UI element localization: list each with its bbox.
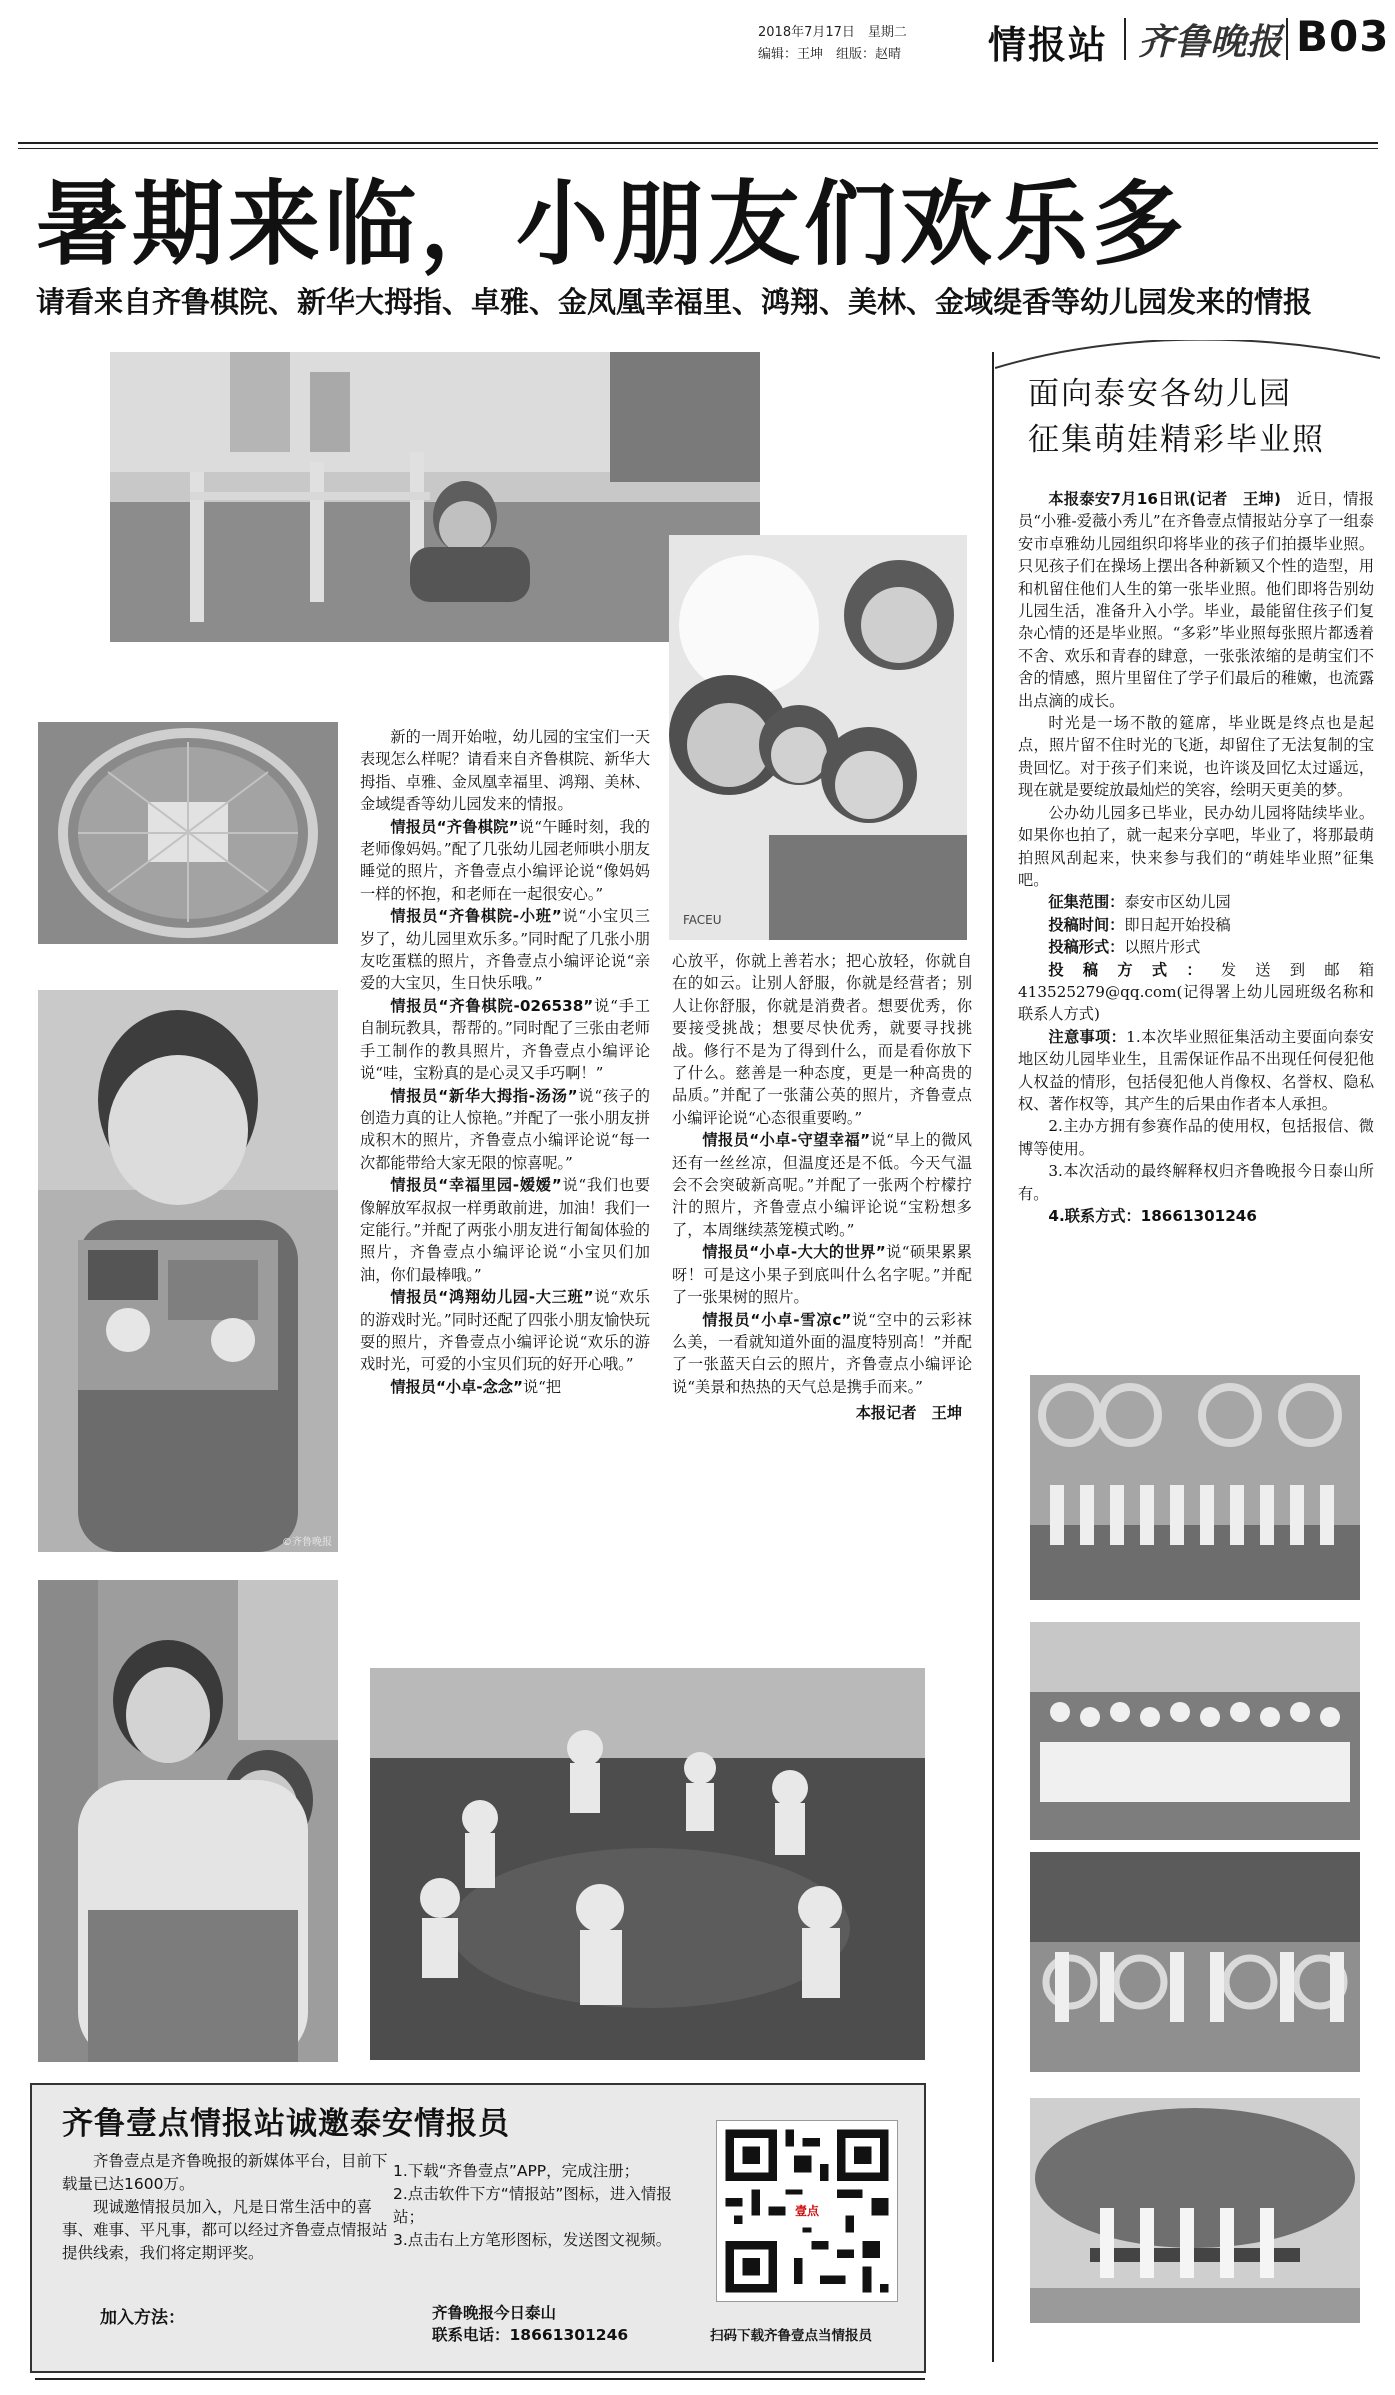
photo-teacher-with-child — [38, 1580, 338, 2062]
join-step: 1.下载“齐鲁壹点”APP，完成注册； — [393, 2162, 640, 2180]
header-divider — [1286, 18, 1288, 60]
join-steps — [393, 2160, 693, 2252]
article-paragraph: 情报员“齐鲁棋院-小班”说“小宝贝三岁了，幼儿园里欢乐多。”同时配了几张小朋友吃蛋糕的照片，齐鲁壹点小编评论说“亲爱的大宝贝，生日快乐哦。” — [360, 907, 650, 993]
header-rule — [18, 148, 1378, 149]
sidebar-paragraph: 本报泰安7月16日讯(记者 王坤) 近日，情报员“小雅-爱薇小秀儿”在齐鲁壹点情报站分享了一组泰安市卓雅幼儿园组织印将毕业的孩子们拍摄毕业照。只见孩子们在操场上摆出各种新颖又个性的造型，用和机留住他们人生的第一张毕业照。他们即将告别幼儿园生活，准备升入小学。毕业，最能留住孩子们复杂心情的还是毕业照。“多彩”毕业照每张照片都透着不舍、欢乐和青春的肆意，一张张浓缩的是萌宝们不舍的情感，照片里留住了学子们最后的稚嫩，也流露出点滴的成长。 — [1018, 490, 1374, 710]
join-step: 2.点击软件下方“情报站”图标，进入情报站； — [393, 2185, 672, 2226]
issue-date: 2018年7月17日 星期二 编辑：王坤 组版：赵晴 — [758, 25, 907, 62]
article-column-2 — [672, 950, 972, 1425]
photo-selfie-kids — [669, 535, 967, 940]
subheadline: 请看来自齐鲁棋院、新华大拇指、卓雅、金凤凰幸福里、鸿翔、美林、金域缇香等幼儿园发来的情报 — [36, 285, 1313, 319]
qr-caption: 扫码下载齐鲁壹点当情报员 — [710, 2328, 872, 2344]
article-paragraph: 情报员“鸿翔幼儿园-大三班”说“欢乐的游戏时光。”同时还配了四张小朋友愉快玩耍的照片，齐鲁壹点小编评论说“欢乐的游戏时光，可爱的小宝贝们玩的好开心哦。” — [360, 1288, 650, 1374]
qr-logo-icon: 壹点 — [787, 2199, 827, 2223]
article-paragraph: 情报员“小卓-念念”说“把 — [390, 1377, 562, 1396]
sidebar-decor-curve — [995, 340, 1380, 370]
headline: 暑期来临，小朋友们欢乐多 — [36, 171, 1189, 278]
article-paragraph: 情报员“齐鲁棋院”说“午睡时刻，我的老师像妈妈。”配了几张幼儿园老师哄小朋友睡觉的照片，齐鲁壹点小编评论说“像妈妈一样的怀抱，和老师在一起很安心。” — [360, 817, 650, 903]
sidebar-field: 投稿方式：发送到邮箱413525279@qq.com(记得署上幼儿园班级名称和联系人方式) — [1018, 960, 1375, 1024]
header-rule — [18, 142, 1378, 144]
sidebar-notes: 注意事项：1.本次毕业照征集活动主要面向泰安地区幼儿园毕业生，且需保证作品不出现任何侵犯他人权益的情形，包括侵犯他人肖像权、名誉权、隐私权、著作权等，其产生的后果由作者本人承担。 — [1018, 1027, 1374, 1113]
join-step: 3.点击右上方笔形图标，发送图文视频。 — [393, 2231, 672, 2249]
article-paragraph: 情报员“新华大拇指-汤汤”说“孩子的创造力真的让人惊艳。”并配了一张小朋友拼成积木的照片，齐鲁壹点小编评论说“每一次都能带给大家无限的惊喜呢。” — [360, 1086, 650, 1172]
article-paragraph: 情报员“小卓-守望幸福”说“早上的微风还有一丝丝凉，但温度还是不低。今天气温会不会突破新高呢。”并配了一张两个柠檬拧汁的照片，齐鲁壹点小编评论说“宝粉想多了，本周继续蒸笼模式哟。” — [672, 1131, 972, 1239]
sidebar-notes: 3.本次活动的最终解释权归齐鲁晚报今日泰山所有。 — [1018, 1162, 1374, 1203]
sidebar-paragraph: 时光是一场不散的筵席，毕业既是终点也是起点，照片留不住时光的飞逝，却留住了无法复制的宝贵回忆。对于孩子们来说，也许谈及回忆太过遥远，现在就是要绽放最灿烂的笑容，绘明天更美的梦。 — [1018, 714, 1374, 800]
bottom-rule — [35, 2378, 925, 2380]
sidebar-title: 面向泰安各幼儿园 — [1028, 376, 1292, 412]
qr-code[interactable] — [716, 2120, 898, 2302]
article-paragraph: 心放平，你就上善若水；把心放轻，你就自在的如云。让别人舒服，你就是经营者；别人让你舒服，你就是消费者。想要优秀，你要接受挑战；想要尽快优秀，就要寻找挑战。修行不是为了得到什么，而是看你放下了什么。慈善是一种态度，更是一种高贵的品质。”并配了一张蒲公英的照片，齐鲁壹点小编评论说“心态很重要哟。” — [672, 952, 972, 1127]
photo-watermark: FACEU — [683, 913, 722, 927]
sidebar-contact: 4.联系方式：18661301246 — [1048, 1207, 1257, 1225]
article-paragraph: 情报员“幸福里园-嫒嫒”说“我们也要像解放军叔叔一样勇敢前进，加油！我们一定能行。”并配了两张小朋友进行匍匐体验的照片，齐鲁壹点小编评论说“小宝贝们加油，你们最棒哦。” — [360, 1176, 650, 1284]
article-paragraph: 情报员“齐鲁棋院-026538”说“手工自制玩教具，帮帮的。”同时配了三张由老师手工制作的教具照片，齐鲁壹点小编评论说“哇，宝粉真的是心灵又手巧啊！” — [360, 996, 651, 1083]
recruitment-title: 齐鲁壹点情报站诚邀泰安情报员 — [62, 2106, 510, 2142]
sidebar-paragraph: 公办幼儿园多已毕业，民办幼儿园将陆续毕业。如果你也拍了，就一起来分享吧，毕业了，将那最萌拍照风刮起来，快来参与我们的“萌娃毕业照”征集吧。 — [1018, 803, 1374, 889]
article-column-1 — [360, 726, 650, 1398]
photo-handmade-toy — [38, 722, 338, 944]
photo-boy-with-blocks — [38, 990, 338, 1552]
sidebar-notes: 2.主办方拥有参赛作品的使用权，包括报信、微博等使用。 — [1018, 1117, 1374, 1158]
contact-info: 齐鲁晚报今日泰山 联系电话：18661301246 — [432, 2304, 629, 2344]
recruitment-intro: 齐鲁壹点是齐鲁晚报的新媒体平台，目前下载量已达1600万。 现诚邀情报员加入，凡是日常生活中的喜事、难事、平凡事，都可以经过齐鲁壹点情报站提供线索，我们将定期评奖。 — [62, 2152, 388, 2262]
article-paragraph: 情报员“小卓-大大的世界”说“硕果累累呀！可是这小果子到底叫什么名字呢。”并配了一张果树的照片。 — [672, 1243, 972, 1307]
page-number: B03 — [1296, 12, 1390, 61]
sidebar-field: 投稿形式：以照片形式 — [1048, 938, 1201, 957]
sidebar-article — [1018, 488, 1374, 1227]
section-name: 情报站 — [988, 23, 1109, 67]
article-byline: 本报记者 王坤 — [855, 1404, 962, 1423]
article-paragraph: 新的一周开始啦，幼儿园的宝宝们一天表现怎么样呢？请看来自齐鲁棋院、新华大拇指、卓雅、金凤凰幸福里、鸿翔、美林、金域缇香等幼儿园发来的情报。 — [360, 728, 650, 814]
header-divider — [1124, 18, 1126, 60]
sidebar-field: 投稿时间：即日起开始投稿 — [1048, 915, 1231, 934]
sidebar-field: 征集范围：泰安市区幼儿园 — [1048, 893, 1231, 912]
photo-circle-game — [370, 1668, 925, 2060]
article-paragraph: 情报员“小卓-雪凉c”说“空中的云彩袜么美，一看就知道外面的温度特别高！”并配了一张蓝天白云的照片，齐鲁壹点小编评论说“美景和热热的天气总是携手而来。” — [672, 1310, 972, 1396]
newspaper-logo: 齐鲁晚报 — [1138, 21, 1283, 63]
sidebar-title: 征集萌娃精彩毕业照 — [1028, 422, 1325, 458]
join-method-label: 加入方法： — [100, 2308, 185, 2328]
photo-crawling-kids — [110, 352, 760, 642]
photo-credit: ©齐鲁晚报 — [282, 1537, 332, 1548]
